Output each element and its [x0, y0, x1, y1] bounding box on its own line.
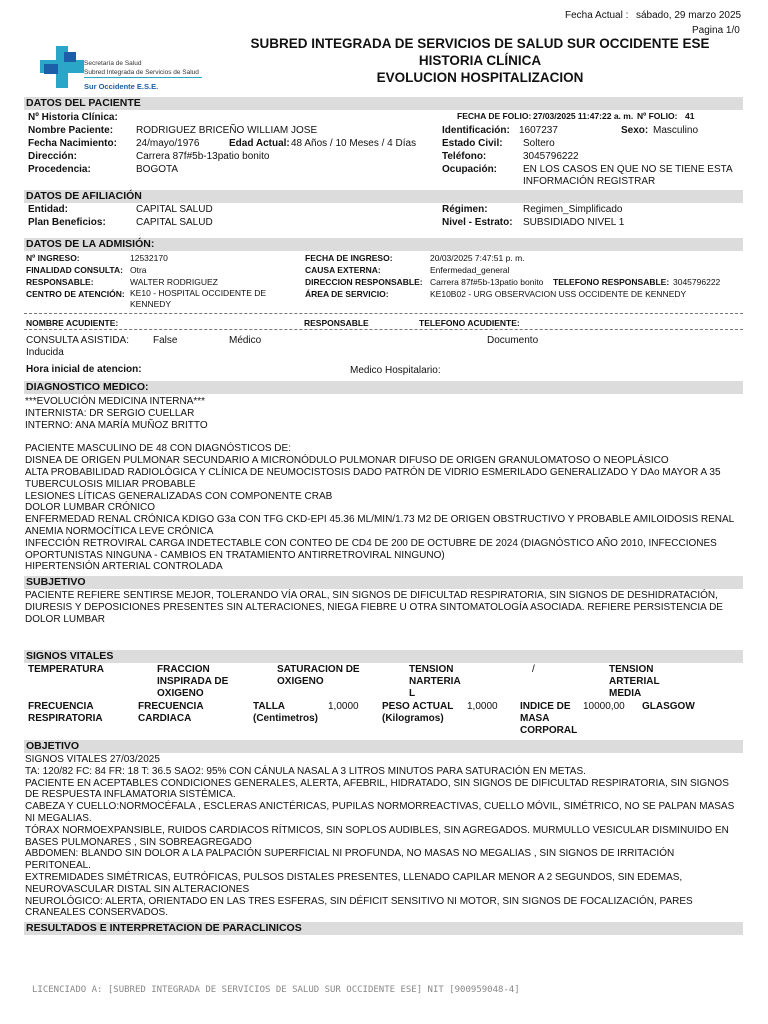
responsible-address: Carrera 87f#5b-13patio bonito [430, 277, 544, 287]
occupation-label: Ocupación: [442, 164, 498, 175]
weight-label: PESO ACTUAL (Kilogramos) [382, 701, 454, 724]
origin: BOGOTA [136, 164, 179, 175]
patient-name-label: Nombre Paciente: [28, 125, 114, 136]
plan: CAPITAL SALUD [136, 217, 213, 228]
assisted-by: Médico [229, 335, 262, 346]
logo-line-3: Sur Occidente E.S.E. [84, 82, 159, 91]
subjective-line: DOLOR LUMBAR [25, 613, 106, 625]
guardian-name-label: NOMBRE ACUDIENTE: [26, 318, 119, 328]
document-title: HISTORIA CLÍNICA [418, 53, 542, 68]
objective-line: TA: 120/82 FC: 84 FR: 18 T: 36.5 SAO2: 95% CON CÁNULA NASAL A 3 LITROS MINUTOS PARA SATURACIÓN EN METAS. [25, 765, 586, 777]
current-date-label: Fecha Actual : [565, 10, 629, 21]
height: 1,0000 [328, 701, 359, 712]
diagnosis-line: ENFERMEDAD RENAL CRÓNICA KDIGO G3a CON TFG CKD-EPI 45.36 ML/MIN/1.73 M2 DE ORIGEN OBSTRUCTIVO Y PROBABLE AMILOIDOSIS RENAL [25, 514, 735, 526]
external-cause: Enfermedad_general [430, 265, 510, 275]
tension-label-1: TENSION [409, 664, 454, 675]
mean-pressure-label-2: ARTERIAL [609, 676, 660, 687]
objective-line: PACIENTE EN ACEPTABLES CONDICIONES GENERALES, ALERTA, AFEBRIL, HIDRATADO, SIN SIGNOS DE DIFICULTAD RESPIRATORIA, SIN SIGNOS [25, 777, 729, 789]
heart-rate-label: FRECUENCIA CARDIACA [138, 701, 204, 724]
diagnosis-line: HIPERTENSIÓN ARTERIAL CONTROLADA [25, 561, 223, 573]
service-area: KE10B02 - URG OBSERVACION USS OCCIDENTE DE KENNEDY [430, 289, 687, 299]
responsible: WALTER RODRIGUEZ [130, 277, 218, 287]
origin-label: Procedencia: [28, 164, 91, 175]
affiliation-section-header: DATOS DE AFILIACIÓN [24, 190, 743, 203]
care-center: KE10 - HOSPITAL OCCIDENTE DE KENNEDY [130, 288, 267, 309]
subjective-line: DIURESIS Y DEPOSICIONES PRESENTES SIN ALTERACIONES, NIEGA FIEBRE U OTRA SINTOMATOLOGÍA ASOCIADA. REFIERE PERSISTENCIA DE [25, 601, 723, 613]
height-label: TALLA (Centimetros) [253, 701, 319, 724]
institution-logo [38, 44, 218, 94]
page-number: Pagina 1/0 [692, 25, 740, 36]
regime: Regimen_Simplificado [523, 204, 623, 215]
tension-label-2: NARTERIA [409, 676, 461, 687]
identification: 1607237 [519, 125, 558, 136]
mean-pressure-label-1: TENSION [609, 664, 654, 675]
sex-label: Sexo: [621, 125, 649, 136]
folio-date: 27/03/2025 11:47:22 a. m. [533, 111, 634, 121]
institution-title: SUBRED INTEGRADA DE SERVICIOS DE SALUD SUR OCCIDENTE ESE [250, 36, 710, 51]
care-center-label: CENTRO DE ATENCIÓN: [26, 289, 125, 299]
folio-number: 41 [685, 111, 695, 121]
cross-logo-icon [38, 44, 86, 90]
objective-line: CRANEALES CONSERVADOS. [25, 907, 169, 919]
responsible-phone-label: TELEFONO RESPONSABLE: [553, 277, 670, 287]
objective-line: NEUROLÓGICO: ALERTA, ORIENTADO EN LAS TRES ESFERAS, SIN DÉFICIT SENSITIVO NI MOTOR, SIN SIGNOS DE FOCALIZACIÓN, PARES [25, 895, 693, 907]
phone: 3045796222 [523, 151, 579, 162]
induced-label: Inducida [26, 347, 64, 358]
subjective-section-header: SUBJETIVO [24, 576, 743, 589]
diagnosis-text [25, 396, 741, 573]
age: 48 Años / 10 Meses / 4 Días [291, 138, 417, 149]
diagnosis-line: DISNEA DE ORIGEN PULMONAR SECUNDARIO A MICRONÓDULO PULMONAR DIFUSO DE ORIGEN GRANULOMATOSO O NEOPLÁSICO [25, 455, 669, 467]
folio-number-label: Nº FOLIO: [637, 111, 678, 121]
bmi-label: INDICE DE MASA CORPORAL [520, 701, 578, 736]
bmi: 10000,00 [583, 701, 625, 712]
glasgow-label: GLASGOW [642, 701, 695, 712]
patient-name: RODRIGUEZ BRICEÑO WILLIAM JOSE [136, 125, 318, 136]
assisted-consult: False [153, 335, 178, 346]
entity-label: Entidad: [28, 204, 68, 215]
start-time-label: Hora inicial de atencion: [26, 364, 142, 375]
entry-date-label: FECHA DE INGRESO: [305, 253, 393, 263]
divider [24, 329, 743, 330]
level: SUBSIDIADO NIVEL 1 [523, 217, 625, 228]
diagnosis-line: TUBERCULOSIS MILIAR PROBABLE [25, 478, 196, 490]
diagnosis-line: DOLOR LUMBAR CRÓNICO [25, 502, 156, 514]
objective-line: NEUROVASCULAR DISTAL SIN ALTERACIONES [25, 883, 250, 895]
objective-line: BASES PULMONARES , SIN SOBREAGREGADO [25, 836, 252, 848]
objective-line: NI MEGALIAS. [25, 812, 92, 824]
service-area-label: ÁREA DE SERVICIO: [305, 289, 389, 299]
temperature-label: TEMPERATURA [28, 664, 104, 675]
logo-line-2: Subred Integrada de Servicios de Salud [84, 69, 199, 76]
tension-separator: / [532, 664, 535, 675]
occupation: EN LOS CASOS EN QUE NO SE TIENE ESTA INFORMACIÓN REGISTRAR [523, 164, 733, 187]
weight: 1,0000 [467, 701, 498, 712]
responsible-label: RESPONSABLE: [26, 277, 94, 287]
plan-label: Plan Beneficios: [28, 217, 106, 228]
diagnosis-line: INFECCIÓN RETROVIRAL CARGA INDETECTABLE CON CONTEO DE CD4 DE 200 DE OCTUBRE DE 2024 (DIAGNÓSTICO AÑO 2010, INFECCIONES [25, 537, 717, 549]
diagnosis-line: ANEMIA NORMOCÍTICA LEVE CRÓNICA [25, 525, 214, 537]
saturation-label: SATURACION DE OXIGENO [277, 664, 360, 687]
objective-line: EXTREMIDADES SIMÉTRICAS, EUTRÓFICAS, PULSOS DISTALES PRESENTES, LLENADO CAPILAR MENOR A 2 SEGUNDOS, SIN EDEMAS, [25, 871, 683, 883]
objective-text [25, 754, 741, 919]
objective-line: TÓRAX NORMOEXPANSIBLE, RUIDOS CARDIACOS RÍTMICOS, SIN SOPLOS AUDIBLES, SIN AGREGADOS. MURMULLO VESICULAR DISMINUIDO EN [25, 824, 729, 836]
responsible-phone: 3045796222 [673, 277, 721, 287]
clinical-history-label: Nº Historia Clínica: [28, 112, 118, 123]
diagnosis-line [25, 431, 741, 443]
assisted-consult-label: CONSULTA ASISTIDA: [26, 335, 129, 346]
entry-date: 20/03/2025 7:47:51 p. m. [430, 253, 525, 263]
objective-line: CABEZA Y CUELLO:NORMOCÉFALA , ESCLERAS ANICTÉRICAS, PUPILAS NORMORREACTIVAS, CUELLO MÓVIL, SIMÉTRICO, NO SE PALPAN MASAS [25, 801, 735, 813]
folio-date-label: FECHA DE FOLIO: [457, 111, 532, 121]
license-footer: LICENCIADO A: [SUBRED INTEGRADA DE SERVICIOS DE SALUD SUR OCCIDENTE ESE] NIT [900959048-4] [32, 985, 520, 995]
vitals-section-header: SIGNOS VITALES [24, 650, 743, 663]
objective-section-header: OBJETIVO [24, 740, 743, 753]
diagnosis-section-header: DIAGNOSTICO MEDICO: [24, 381, 743, 394]
age-label: Edad Actual: [229, 138, 290, 149]
diagnosis-line: PACIENTE MASCULINO DE 48 CON DIAGNÓSTICOS DE: [25, 443, 291, 455]
diagnosis-line: LESIONES LÍTICAS GENERALIZADAS CON COMPONENTE CRAB [25, 490, 333, 502]
civil-status-label: Estado Civil: [442, 138, 503, 149]
current-date: sábado, 29 marzo 2025 [636, 10, 742, 21]
guardian-responsible-label: RESPONSABLE [304, 318, 369, 328]
responsible-address-label: DIRECCION RESPONSABLE: [305, 277, 423, 287]
patient-section-header: DATOS DEL PACIENTE [24, 97, 743, 110]
diagnosis-line: OPORTUNISTAS NINGUNA - CAMBIOS EN TRATAMIENTO ANTIRRETROVIRAL NINGUNO) [25, 549, 445, 561]
results-section-header: RESULTADOS E INTERPRETACION DE PARACLINICOS [24, 922, 743, 935]
diagnosis-line: INTERNO: ANA MARÍA MUÑOZ BRITTO [25, 419, 208, 431]
entity: CAPITAL SALUD [136, 204, 213, 215]
diagnosis-line: ***EVOLUCIÓN MEDICINA INTERNA*** [25, 396, 206, 407]
address: Carrera 87f#5b-13patio bonito [136, 151, 270, 162]
objective-line: SIGNOS VITALES 27/03/2025 [25, 754, 160, 765]
objective-line: ABDOMEN: BLANDO SIN DOLOR A LA PALPACIÓN SUPERFICIAL NI PROFUNDA, NO MASAS NO MEGALIAS , SIN SIGNOS DE IRRITACIÓN [25, 848, 675, 860]
sex: Masculino [653, 125, 699, 136]
external-cause-label: CAUSA EXTERNA: [305, 265, 381, 275]
diagnosis-line: INTERNISTA: DR SERGIO CUELLAR [25, 407, 195, 419]
divider [24, 313, 743, 314]
entry-number: 12532170 [130, 253, 168, 263]
subjective-line: PACIENTE REFIERE SENTIRSE MEJOR, TOLERANDO VÍA ORAL, SIN SIGNOS DE DIFICULTAD RESPIRATORIA, SIN SIGNOS DE DESHIDRATACIÓN, [25, 590, 718, 601]
logo-line-1: Secretaría de Salud [84, 60, 142, 67]
identification-label: Identificación: [442, 125, 510, 136]
regime-label: Régimen: [442, 204, 488, 215]
purpose-label: FINALIDAD CONSULTA: [26, 265, 123, 275]
admission-section-header: DATOS DE LA ADMISIÓN: [24, 238, 743, 251]
mean-pressure-label-3: MEDIA [609, 688, 642, 699]
birth-date-label: Fecha Nacimiento: [28, 138, 117, 149]
hospital-doctor-label: Medico Hospitalario: [350, 365, 441, 376]
document-subtitle: EVOLUCION HOSPITALIZACION [376, 70, 584, 85]
level-label: Nivel - Estrato: [442, 217, 513, 228]
purpose: Otra [130, 265, 147, 275]
tension-label-3: L [409, 688, 416, 699]
respiratory-rate-label: FRECUENCIA RESPIRATORIA [28, 701, 103, 724]
entry-number-label: Nº INGRESO: [26, 253, 80, 263]
guardian-phone-label: TELEFONO ACUDIENTE: [419, 318, 520, 328]
birth-date: 24/mayo/1976 [136, 138, 200, 149]
objective-line: DE RESPUESTA INFLAMATORIA SISTÉMICA. [25, 789, 236, 801]
objective-line: PERITONEAL. [25, 860, 91, 872]
fio2-label: FRACCION INSPIRADA DE OXIGENO [157, 664, 229, 699]
subjective-text [25, 590, 741, 625]
address-label: Dirección: [28, 151, 77, 162]
civil-status: Soltero [523, 138, 555, 149]
phone-label: Teléfono: [442, 151, 487, 162]
diagnosis-line: ALTA PROBABILIDAD RADIOLÓGICA Y CLÍNICA DE NEUMOCISTOSIS DADO PATRÓN DE VIDRIO ESMERILADO GENERALIZADO Y DAo MAYOR A 35 [25, 466, 721, 478]
document-label: Documento [487, 335, 539, 346]
